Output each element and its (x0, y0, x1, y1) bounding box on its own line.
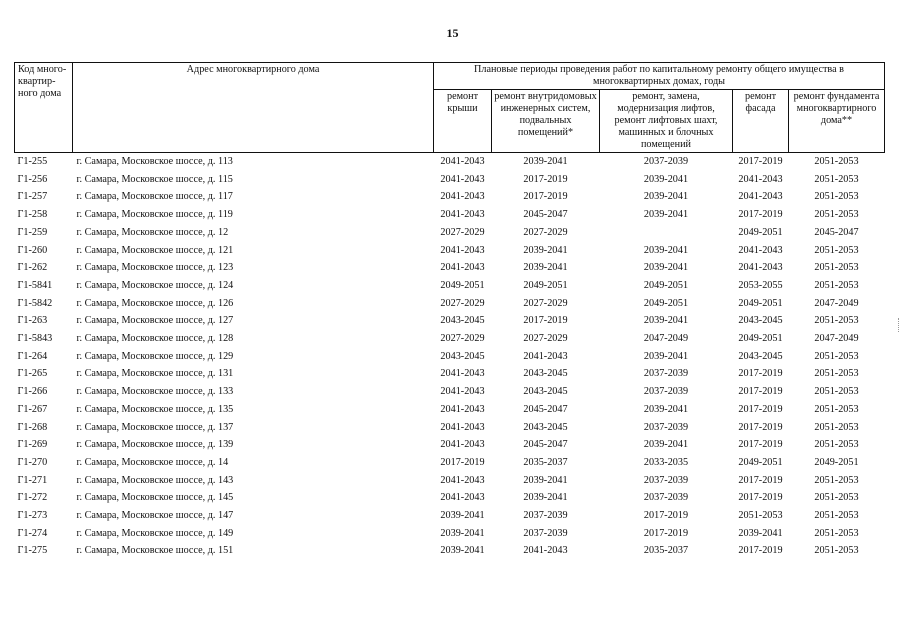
cell-elevators: 2033-2035 (643, 456, 689, 468)
cell-code: Г1-260 (17, 244, 48, 256)
cell-code: Г1-275 (17, 545, 48, 557)
cell-address: г. Самара, Московское шоссе, д. 151 (76, 545, 234, 557)
cell-facade: 2041-2043 (738, 191, 783, 203)
cell-address: г. Самара, Московское шоссе, д. 143 (76, 474, 234, 486)
cell-elevators: 2049-2051 (643, 279, 689, 291)
cell-address: г. Самара, Московское шоссе, д. 126 (76, 297, 234, 309)
cell-facade: 2017-2019 (738, 492, 783, 504)
cell-code: Г1-268 (17, 421, 48, 433)
cell-roof: 2017-2019 (440, 456, 485, 468)
table-row (15, 259, 885, 277)
cell-address: г. Самара, Московское шоссе, д. 131 (76, 368, 234, 380)
cell-foundation: 2051-2053 (814, 209, 859, 221)
cell-address: г. Самара, Московское шоссе, д. 133 (76, 386, 234, 398)
cell-systems: 2017-2019 (523, 315, 568, 327)
cell-code: Г1-257 (17, 191, 48, 203)
capital-repair-table-wrap (14, 62, 885, 560)
cell-facade: 2041-2043 (738, 262, 783, 274)
cell-facade: 2041-2043 (738, 244, 783, 256)
table-row (15, 525, 885, 543)
cell-elevators: 2039-2041 (643, 403, 689, 415)
cell-facade: 2049-2051 (738, 456, 783, 468)
cell-code: Г1-262 (17, 262, 48, 274)
table-row (15, 489, 885, 507)
cell-facade: 2017-2019 (738, 386, 783, 398)
table-row (15, 436, 885, 454)
cell-code: Г1-5841 (17, 279, 53, 291)
cell-roof: 2041-2043 (440, 492, 485, 504)
cell-facade: 2049-2051 (738, 333, 783, 345)
cell-code: Г1-270 (17, 456, 48, 468)
cell-elevators: 2039-2041 (643, 191, 689, 203)
cell-facade: 2017-2019 (738, 474, 783, 486)
cell-roof: 2027-2029 (440, 226, 485, 238)
cell-code: Г1-274 (17, 527, 48, 539)
table-row (15, 312, 885, 330)
table-row (15, 206, 885, 224)
cell-address: г. Самара, Московское шоссе, д. 117 (76, 191, 233, 203)
cell-roof: 2041-2043 (440, 244, 485, 256)
cell-roof: 2041-2043 (440, 386, 485, 398)
cell-elevators: 2049-2051 (643, 297, 689, 309)
cell-foundation: 2051-2053 (814, 262, 859, 274)
cell-systems: 2043-2045 (523, 368, 568, 380)
cell-roof: 2039-2041 (440, 510, 485, 522)
cell-roof: 2039-2041 (440, 527, 485, 539)
cell-systems: 2017-2019 (523, 191, 568, 203)
cell-roof: 2041-2043 (440, 403, 485, 415)
cell-foundation: 2051-2053 (814, 386, 859, 398)
cell-foundation: 2051-2053 (814, 510, 859, 522)
table-row (15, 542, 885, 560)
table-row (15, 224, 885, 242)
table-row (15, 401, 885, 419)
cell-elevators: 2037-2039 (643, 368, 689, 380)
cell-elevators: 2037-2039 (643, 386, 689, 398)
cell-foundation: 2051-2053 (814, 173, 859, 185)
cell-foundation: 2051-2053 (814, 439, 859, 451)
table-header (15, 63, 885, 153)
cell-elevators: 2017-2019 (643, 510, 689, 522)
cell-facade: 2017-2019 (738, 403, 783, 415)
cell-elevators: 2037-2039 (643, 421, 689, 433)
cell-roof: 2041-2043 (440, 156, 485, 167)
cell-systems: 2045-2047 (523, 403, 568, 415)
cell-systems: 2039-2041 (523, 262, 568, 274)
header-facade: ремонт фасада (733, 90, 789, 153)
cell-roof: 2027-2029 (440, 333, 485, 345)
cell-foundation: 2051-2053 (814, 492, 859, 504)
cell-foundation: 2051-2053 (814, 368, 859, 380)
cell-code: Г1-269 (17, 439, 48, 451)
cell-foundation: 2051-2053 (814, 156, 859, 167)
page-number: 15 (446, 26, 459, 40)
cell-address: г. Самара, Московское шоссе, д. 135 (76, 403, 234, 415)
cell-facade: 2049-2051 (738, 226, 783, 238)
cell-facade: 2043-2045 (738, 315, 783, 327)
cell-address: г. Самара, Московское шоссе, д. 145 (76, 492, 234, 504)
cell-code: Г1-265 (17, 368, 48, 380)
cell-foundation: 2051-2053 (814, 545, 859, 557)
cell-code: Г1-273 (17, 510, 48, 522)
cell-foundation: 2051-2053 (814, 279, 859, 291)
cell-roof: 2041-2043 (440, 439, 485, 451)
cell-address: г. Самара, Московское шоссе, д. 12 (76, 226, 229, 238)
cell-facade: 2049-2051 (738, 297, 783, 309)
cell-foundation: 2051-2053 (814, 403, 859, 415)
table-row (15, 277, 885, 295)
cell-systems: 2043-2045 (523, 421, 568, 433)
table-row (15, 454, 885, 472)
table-row (15, 330, 885, 348)
capital-repair-table (14, 62, 885, 560)
cell-address: г. Самара, Московское шоссе, д. 129 (76, 350, 234, 362)
table-row (15, 153, 885, 171)
cell-elevators: 2035-2037 (643, 545, 689, 557)
cell-facade: 2053-2055 (738, 279, 783, 291)
cell-facade: 2017-2019 (738, 156, 783, 167)
table-row (15, 365, 885, 383)
cell-elevators: 2017-2019 (643, 527, 689, 539)
cell-address: г. Самара, Московское шоссе, д. 124 (76, 279, 234, 291)
cell-code: Г1-263 (17, 315, 48, 327)
cell-systems: 2039-2041 (523, 244, 568, 256)
cell-systems: 2045-2047 (523, 209, 568, 221)
cell-systems: 2039-2041 (523, 492, 568, 504)
cell-roof: 2027-2029 (440, 297, 485, 309)
cell-elevators: 2039-2041 (643, 262, 689, 274)
cell-roof: 2041-2043 (440, 474, 485, 486)
cell-elevators: 2037-2039 (643, 156, 689, 167)
cell-elevators: 2047-2049 (643, 333, 689, 345)
cell-address: г. Самара, Московское шоссе, д. 123 (76, 262, 234, 274)
cell-code: Г1-264 (17, 350, 48, 362)
cell-foundation: 2051-2053 (814, 421, 859, 433)
cell-systems: 2039-2041 (523, 156, 568, 167)
cell-code: Г1-272 (17, 492, 48, 504)
cell-roof: 2041-2043 (440, 209, 485, 221)
header-address: Адрес многоквартирного дома (73, 63, 434, 153)
cell-roof: 2039-2041 (440, 545, 485, 557)
cell-systems: 2045-2047 (523, 439, 568, 451)
cell-facade: 2017-2019 (738, 421, 783, 433)
cell-address: г. Самара, Московское шоссе, д. 113 (76, 156, 233, 167)
header-foundation: ремонт фундамента многоквартирного дома** (789, 90, 885, 153)
cell-roof: 2041-2043 (440, 368, 485, 380)
cell-code: Г1-267 (17, 403, 48, 415)
cell-facade: 2017-2019 (738, 368, 783, 380)
cell-address: г. Самара, Московское шоссе, д. 147 (76, 510, 234, 522)
header-roof: ремонт крыши (434, 90, 492, 153)
table-body (15, 153, 885, 561)
cell-foundation: 2051-2053 (814, 191, 859, 203)
header-periods: Плановые периоды проведения работ по капитальному ремонту общего имущества в многоквартирных домах, годы (434, 63, 885, 90)
cell-roof: 2043-2045 (440, 350, 485, 362)
cell-elevators: 2039-2041 (643, 439, 689, 451)
cell-systems: 2049-2051 (523, 279, 568, 291)
cell-roof: 2041-2043 (440, 421, 485, 433)
cell-address: г. Самара, Московское шоссе, д. 149 (76, 527, 234, 539)
table-row (15, 348, 885, 366)
cell-foundation: 2051-2053 (814, 527, 859, 539)
cell-elevators: 2039-2041 (643, 173, 689, 185)
cell-facade: 2017-2019 (738, 545, 783, 557)
table-row (15, 171, 885, 189)
header-code: Код много-квартир-ного дома (15, 63, 73, 153)
cell-foundation: 2047-2049 (814, 333, 859, 345)
cell-foundation: 2051-2053 (814, 244, 859, 256)
table-row (15, 419, 885, 437)
cell-elevators: 2039-2041 (643, 350, 689, 362)
cell-elevators: 2037-2039 (643, 474, 689, 486)
cell-facade: 2051-2053 (738, 510, 783, 522)
cell-address: г. Самара, Московское шоссе, д. 128 (76, 333, 234, 345)
cell-foundation: 2045-2047 (814, 226, 859, 238)
table-row (15, 295, 885, 313)
cell-systems: 2043-2045 (523, 386, 568, 398)
header-systems: ремонт внутридомовых инженерных систем, подвальных помещений* (492, 90, 600, 153)
cell-foundation: 2047-2049 (814, 297, 859, 309)
cell-code: Г1-5842 (17, 297, 53, 309)
cell-address: г. Самара, Московское шоссе, д. 121 (76, 244, 234, 256)
cell-systems: 2027-2029 (523, 333, 568, 345)
cell-address: г. Самара, Московское шоссе, д. 137 (76, 421, 234, 433)
cell-systems: 2039-2041 (523, 474, 568, 486)
cell-code: Г1-266 (17, 386, 48, 398)
cell-code: Г1-5843 (17, 333, 53, 345)
cell-roof: 2041-2043 (440, 191, 485, 203)
cell-systems: 2037-2039 (523, 510, 568, 522)
cell-code: Г1-256 (17, 173, 48, 185)
cell-elevators: 2039-2041 (643, 244, 689, 256)
cell-code: Г1-259 (17, 226, 48, 238)
cell-code: Г1-258 (17, 209, 48, 221)
table-row (15, 507, 885, 525)
table-row (15, 472, 885, 490)
cell-address: г. Самара, Московское шоссе, д. 127 (76, 315, 234, 327)
cell-address: г. Самара, Московское шоссе, д. 115 (76, 173, 233, 185)
cell-code: Г1-271 (17, 474, 48, 486)
table-row (15, 383, 885, 401)
scan-artifact (898, 318, 903, 332)
table-row (15, 188, 885, 206)
table-row (15, 242, 885, 260)
cell-systems: 2035-2037 (523, 456, 568, 468)
cell-elevators (600, 224, 733, 242)
cell-facade: 2039-2041 (738, 527, 783, 539)
cell-roof: 2043-2045 (440, 315, 485, 327)
cell-systems: 2041-2043 (523, 545, 568, 557)
cell-address: г. Самара, Московское шоссе, д. 139 (76, 439, 234, 451)
cell-foundation: 2051-2053 (814, 474, 859, 486)
cell-roof: 2049-2051 (440, 279, 485, 291)
header-elevators: ремонт, замена, модернизация лифтов, ремонт лифтовых шахт, машинных и блочных помещений (600, 90, 733, 153)
cell-elevators: 2039-2041 (643, 209, 689, 221)
cell-facade: 2041-2043 (738, 173, 783, 185)
cell-systems: 2037-2039 (523, 527, 568, 539)
cell-address: г. Самара, Московское шоссе, д. 14 (76, 456, 229, 468)
cell-foundation: 2051-2053 (814, 350, 859, 362)
cell-roof: 2041-2043 (440, 173, 485, 185)
cell-systems: 2027-2029 (523, 297, 568, 309)
cell-foundation: 2051-2053 (814, 315, 859, 327)
cell-facade: 2043-2045 (738, 350, 783, 362)
cell-systems: 2041-2043 (523, 350, 568, 362)
cell-systems: 2017-2019 (523, 173, 568, 185)
cell-facade: 2017-2019 (738, 439, 783, 451)
cell-elevators: 2037-2039 (643, 492, 689, 504)
cell-facade: 2017-2019 (738, 209, 783, 221)
cell-address: г. Самара, Московское шоссе, д. 119 (76, 209, 233, 221)
cell-code: Г1-255 (17, 156, 48, 167)
cell-elevators: 2039-2041 (643, 315, 689, 327)
cell-roof: 2041-2043 (440, 262, 485, 274)
cell-foundation: 2049-2051 (814, 456, 859, 468)
cell-systems: 2027-2029 (523, 226, 568, 238)
